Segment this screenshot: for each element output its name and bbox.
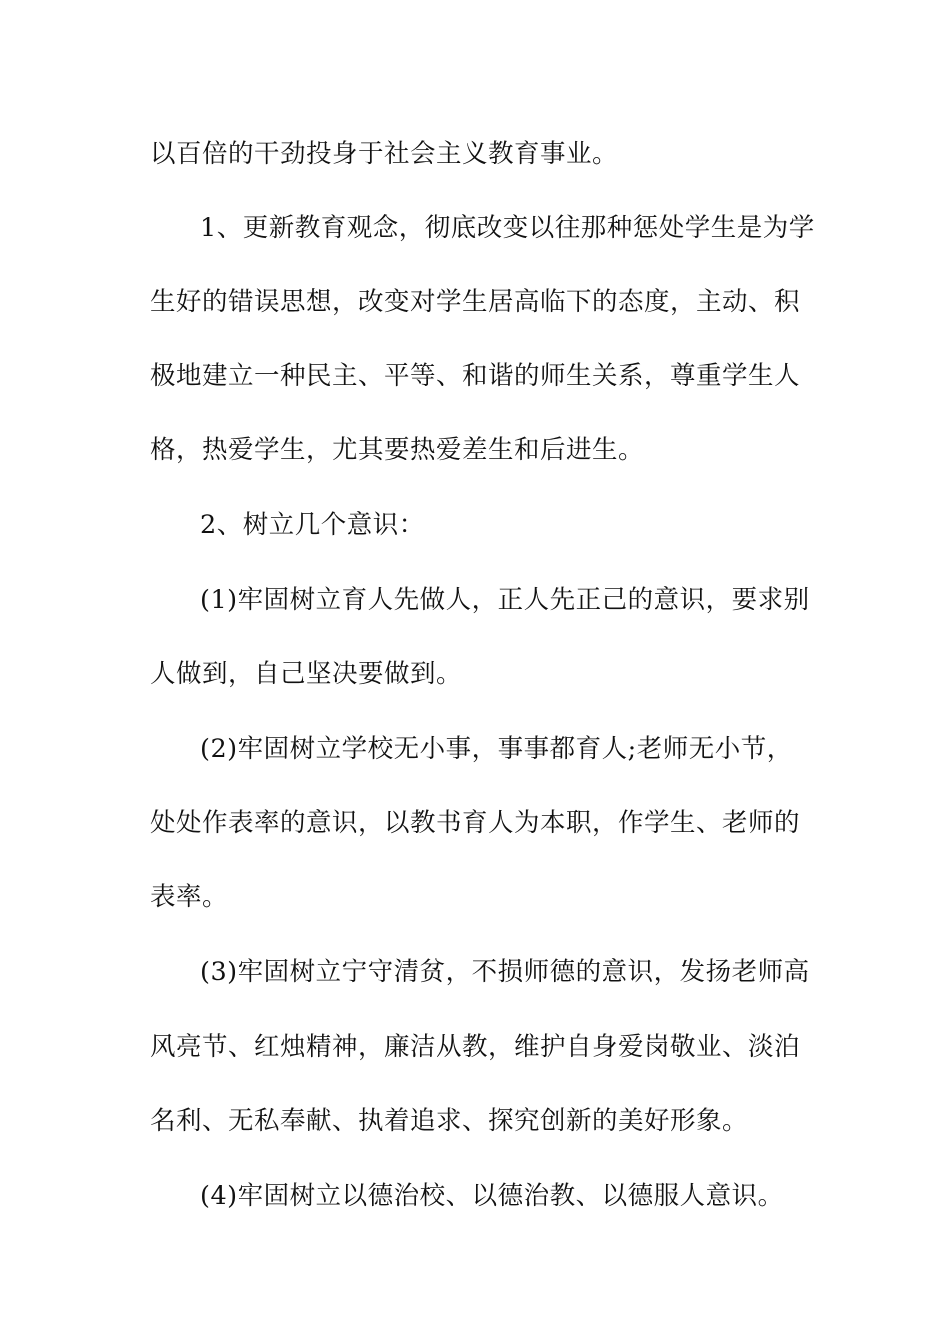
paragraph-heading-1: 1、更新教育观念，彻底改变以往那种惩处学生是为学 [200,213,815,243]
list-item-1: (1)牢固树立育人先做人，正人先正己的意识，要求别 [200,585,810,615]
list-item-4: (4)牢固树立以德治校、以德治教、以德服人意识。 [200,1181,784,1211]
list-item-3: (3)牢固树立宁守清贫，不损师德的意识，发扬老师高 [200,957,810,987]
text-line: 格，热爱学生，尤其要热爱差生和后进生。 [150,435,645,465]
text-line: 表率。 [150,882,229,912]
text-line: 处处作表率的意识，以教书育人为本职，作学生、老师的 [150,808,801,838]
text-line: 人做到，自己坚决要做到。 [150,659,463,689]
paragraph-heading-2: 2、树立几个意识： [200,510,425,540]
list-item-2: (2)牢固树立学校无小事，事事都育人;老师无小节， [200,734,793,764]
text-line: 名利、无私奉献、执着追求、探究创新的美好形象。 [150,1106,749,1136]
text-line: 生好的错误思想，改变对学生居高临下的态度，主动、积 [150,287,801,317]
text-line: 以百倍的干劲投身于社会主义教育事业。 [150,139,619,169]
text-line: 风亮节、红烛精神，廉洁从教，维护自身爱岗敬业、淡泊 [150,1032,801,1062]
text-line: 极地建立一种民主、平等、和谐的师生关系，尊重学生人 [150,361,801,391]
